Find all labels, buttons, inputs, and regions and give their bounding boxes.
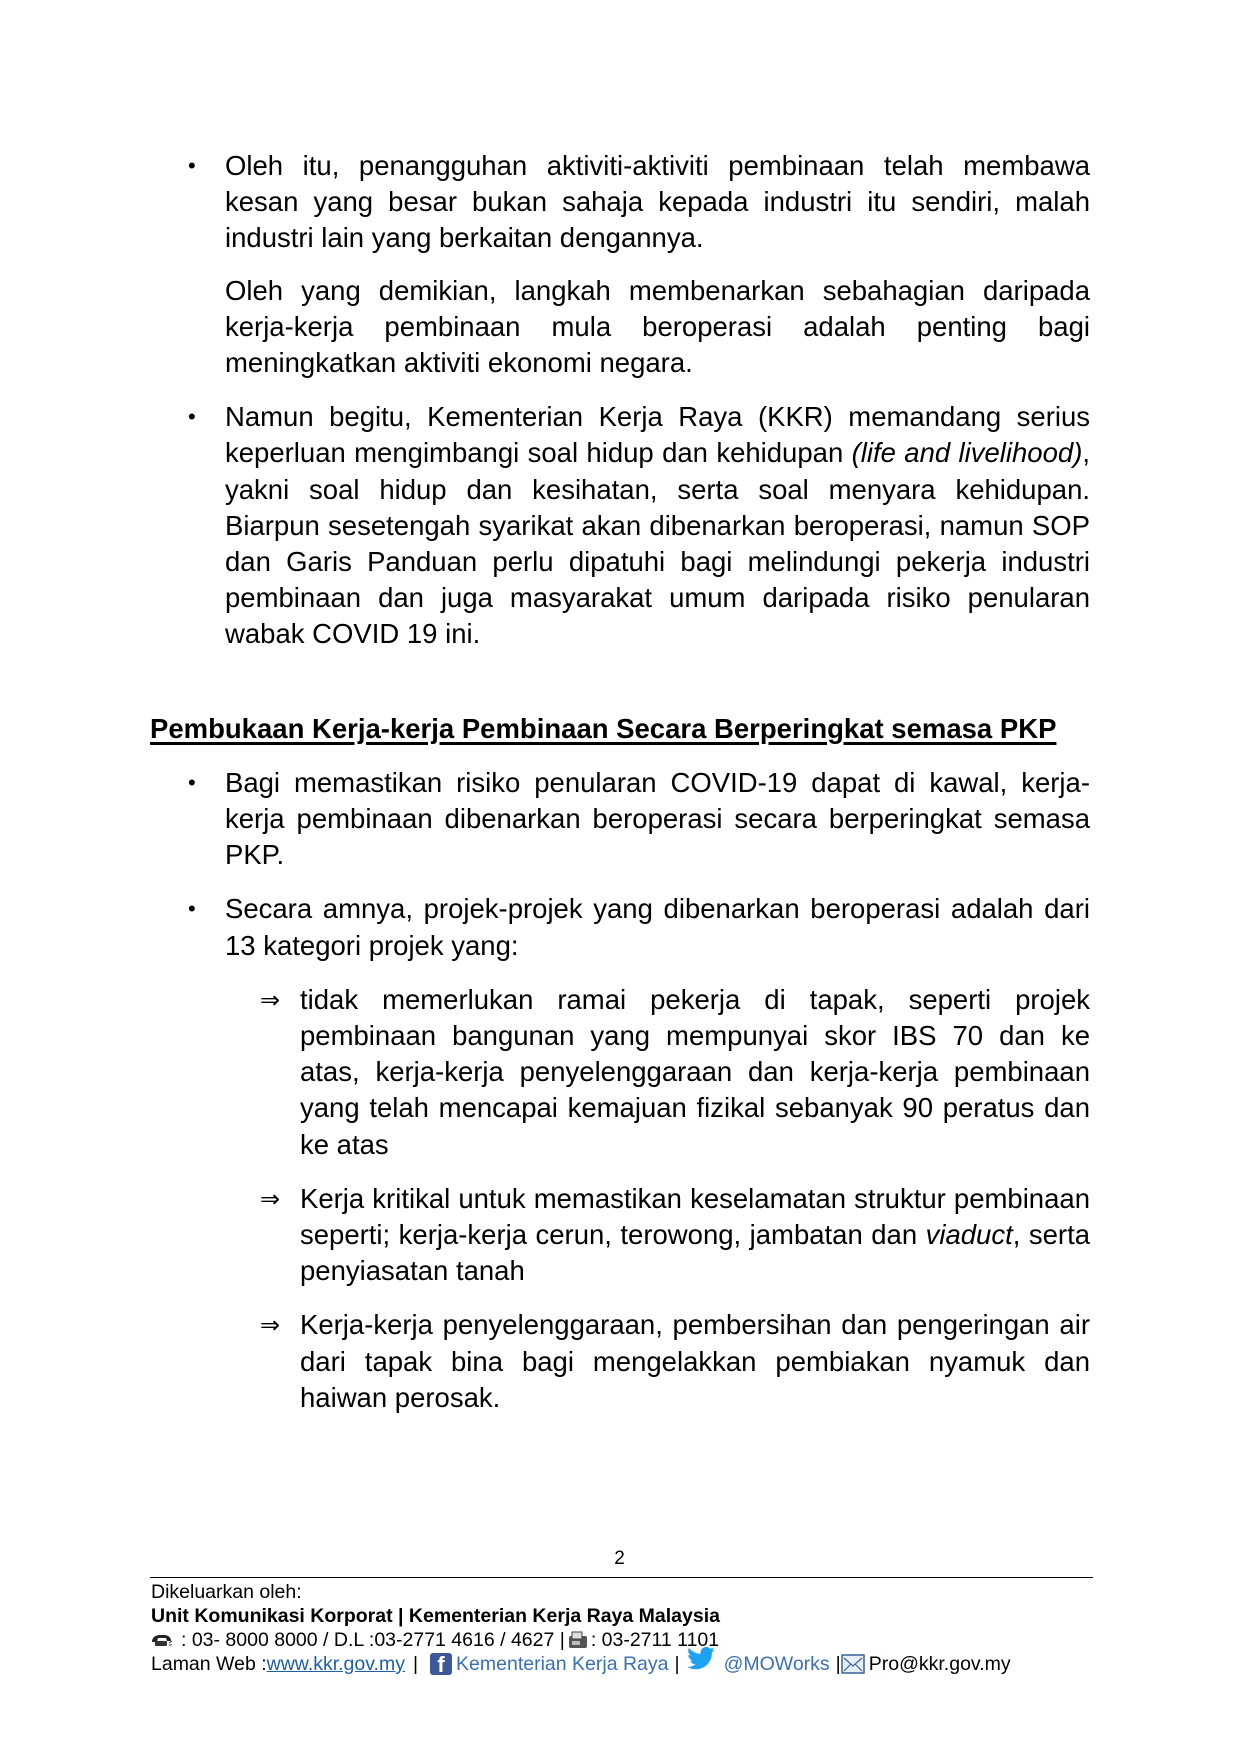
bullet-item xyxy=(150,148,1090,257)
phone-numbers: : 03- 8000 8000 / D.L :03-2771 4616 / 4627 | xyxy=(181,1629,565,1651)
twitter-link[interactable]: @MOWorks xyxy=(723,1653,830,1675)
arrow-list-item xyxy=(150,1181,1090,1290)
bullet-text-part: , yakni soal hidup dan kesihatan, serta soal menyara kehidupan. Biarpun sesetengah syarikat akan dibenarkan beroperasi, namun SOP dan Garis Panduan perlu dipatuhi bagi melindungi pekerja industri pembinaan dan juga masyarakat umum daripada risiko penularan wabak COVID 19 ini. xyxy=(225,437,1090,650)
bullet-text-italic: (life and livelihood) xyxy=(851,437,1083,469)
fax-number: : 03-2711 1101 xyxy=(590,1629,720,1651)
arrow-list-item xyxy=(150,982,1090,1163)
separator: | xyxy=(835,1653,841,1675)
double-arrow-icon: ⇒ xyxy=(260,1311,281,1340)
bullet-icon: • xyxy=(188,404,196,430)
page-number: 2 xyxy=(614,1548,625,1569)
arrow-list-item xyxy=(150,1307,1090,1416)
facebook-link[interactable]: Kementerian Kerja Raya xyxy=(456,1653,669,1675)
website-link[interactable]: www.kkr.gov.my xyxy=(266,1653,405,1675)
footer-divider xyxy=(150,1577,1093,1578)
bullet-item xyxy=(150,765,1090,874)
paragraph: Oleh yang demikian, langkah membenarkan sebahagian daripada kerja-kerja pembinaan mula beroperasi adalah penting bagi meningkatkan aktiviti ekonomi negara. xyxy=(225,274,1090,379)
footer-issued-by: Dikeluarkan oleh: xyxy=(151,1581,302,1603)
footer-links-row xyxy=(151,1652,1111,1676)
bullet-item xyxy=(150,399,1090,652)
arrow-item-text-part: , serta penyiasatan tanah xyxy=(300,1219,1090,1287)
bullet-text: Oleh itu, penangguhan aktiviti-aktiviti pembinaan telah membawa kesan yang besar bukan sahaja kepada industri itu sendiri, malah industri lain yang berkaitan dengannya. xyxy=(225,150,1090,254)
double-arrow-icon: ⇒ xyxy=(260,1184,281,1213)
bullet-icon: • xyxy=(188,769,196,795)
email-address[interactable]: Pro@kkr.gov.my xyxy=(868,1653,1011,1675)
document-body xyxy=(150,148,1090,1416)
footer-organization: Unit Komunikasi Korporat | Kementerian Kerja Raya Malaysia xyxy=(151,1605,720,1627)
bullet-item xyxy=(150,891,1090,963)
bullet-icon: • xyxy=(188,153,196,178)
bullet-text: Bagi memastikan risiko penularan COVID-19 dapat di kawal, kerja-kerja pembinaan dibenarkan beroperasi secara berperingkat semasa PKP. xyxy=(225,766,1090,871)
mail-icon[interactable] xyxy=(841,1653,865,1675)
arrow-item-text: Kerja-kerja penyelenggaraan, pembersihan dan pengeringan air dari tapak bina bagi mengelakkan pembiakan nyamuk dan haiwan perosak. xyxy=(300,1309,1090,1413)
footer xyxy=(151,1580,1111,1676)
arrow-item-text-part: Kerja kritikal untuk memastikan keselamatan struktur pembinaan seperti; kerja-kerja cerun, terowong, jambatan dan xyxy=(300,1182,1090,1251)
separator: | xyxy=(674,1653,680,1675)
bullet-text-part: Namun begitu, Kementerian Kerja Raya (KKR) memandang serius keperluan mengimbangi soal hidup dan kehidupan xyxy=(225,401,1090,469)
fax-icon xyxy=(567,1630,589,1650)
phone-icon xyxy=(151,1633,173,1647)
arrow-item-italic: viaduct xyxy=(925,1219,1013,1251)
arrow-item-text: tidak memerlukan ramai pekerja di tapak, seperti projek pembinaan bangunan yang mempunyai skor IBS 70 dan ke atas, kerja-kerja penyelenggaraan dan kerja-kerja pembinaan yang telah mencapai kemajuan fizikal sebanyak 90 peratus dan ke atas xyxy=(300,983,1090,1160)
bullet-text: Secara amnya, projek-projek yang dibenarkan beroperasi adalah dari 13 kategori projek yang: xyxy=(225,893,1090,961)
section-heading: Pembukaan Kerja-kerja Pembinaan Secara Berperingkat semasa PKP xyxy=(150,712,1057,744)
twitter-icon[interactable] xyxy=(684,1644,718,1674)
web-label: Laman Web : xyxy=(151,1653,267,1675)
footer-contact-row xyxy=(151,1628,1111,1652)
separator: | xyxy=(412,1653,419,1675)
bullet-icon: • xyxy=(188,896,196,922)
double-arrow-icon: ⇒ xyxy=(260,985,281,1014)
facebook-icon[interactable]: f xyxy=(430,1653,452,1675)
